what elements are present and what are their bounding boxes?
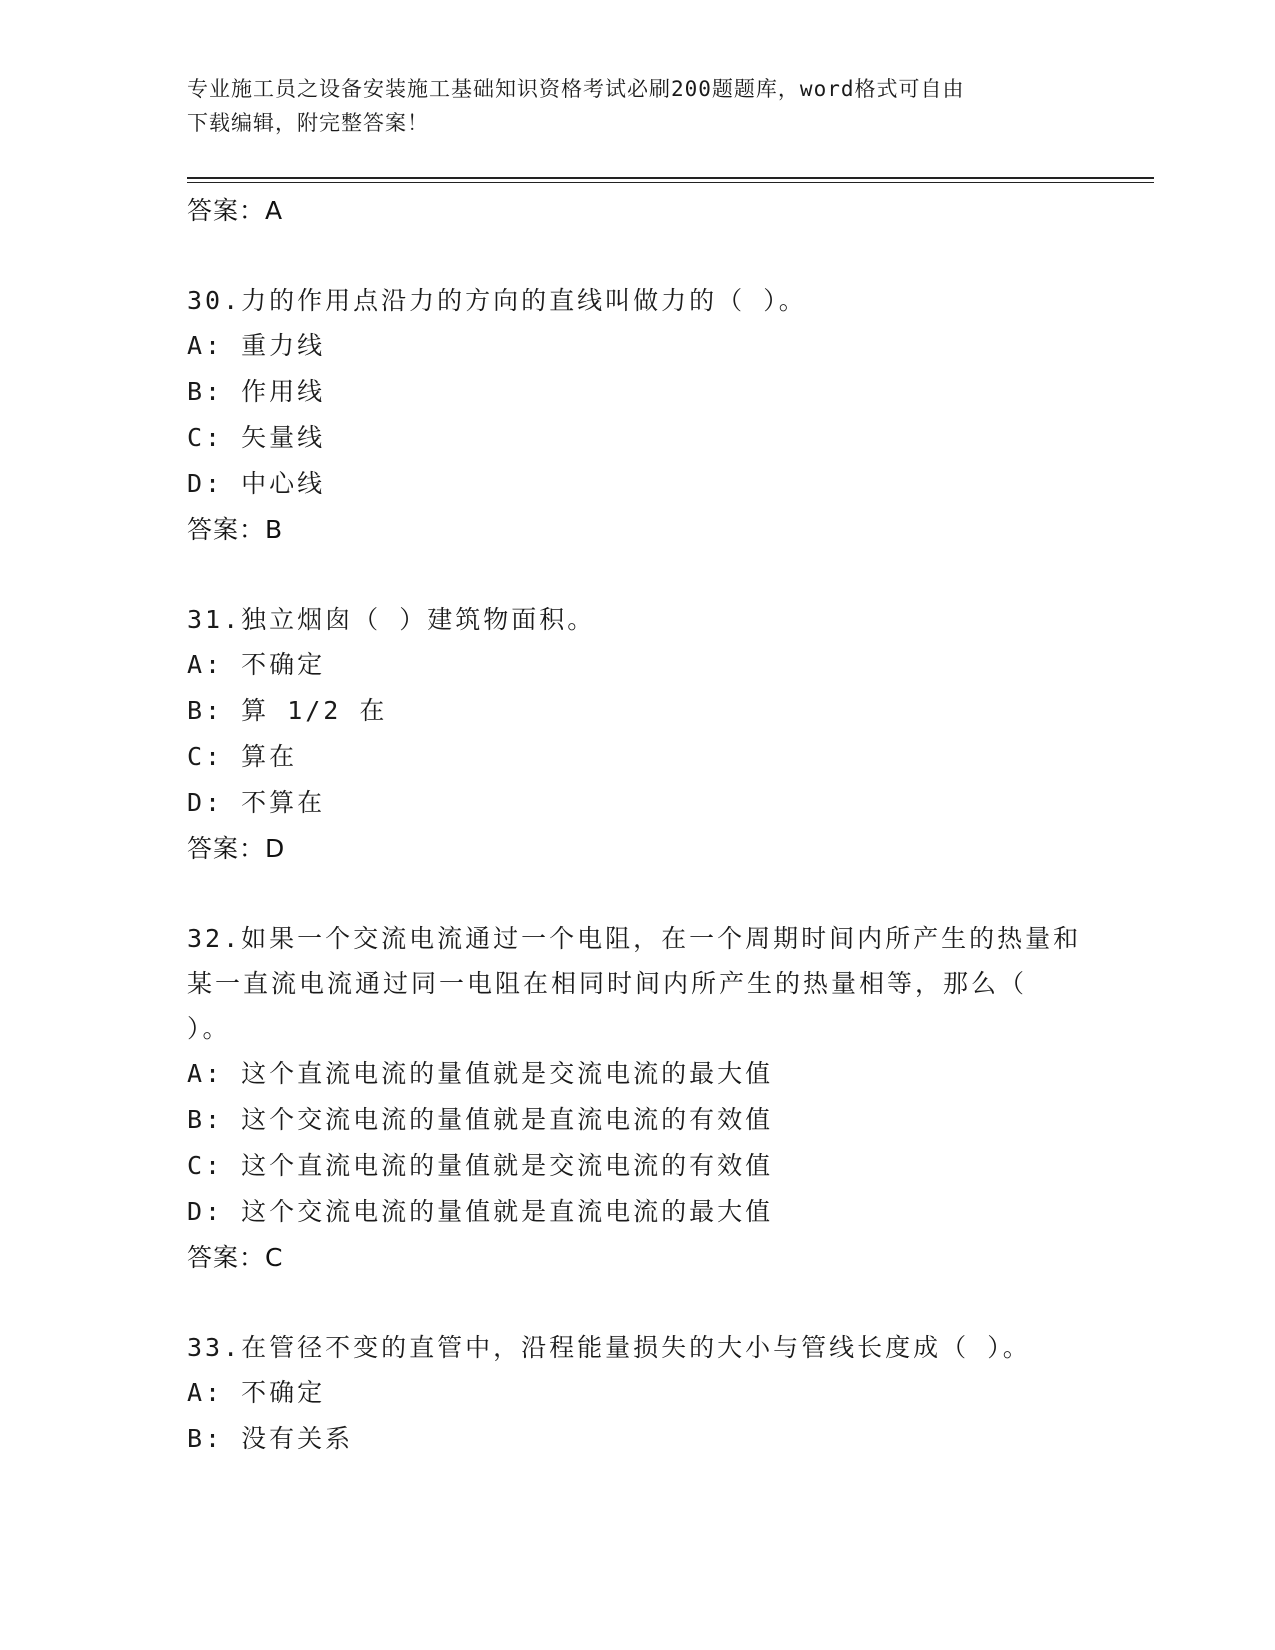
option-d: D: 中心线 [187, 469, 326, 498]
header-title-line2: 下载编辑，附完整答案！ [187, 111, 429, 135]
header-title-line1: 专业施工员之设备安装施工基础知识资格考试必刷200题题库，word格式可自由 [187, 77, 965, 101]
header-divider-thin [187, 182, 1154, 183]
question-list [187, 188, 1087, 1462]
header-divider-thick [187, 177, 1154, 179]
option-c: C: 这个直流电流的量值就是交流电流的有效值 [187, 1151, 774, 1180]
option-a: A: 不确定 [187, 650, 326, 679]
option-a: A: 重力线 [187, 331, 326, 360]
option-b: B: 没有关系 [187, 1424, 354, 1453]
option-d: D: 这个交流电流的量值就是直流电流的最大值 [187, 1197, 774, 1226]
option-b: B: 作用线 [187, 377, 326, 406]
option-d: D: 不算在 [187, 788, 326, 817]
option-a: A: 不确定 [187, 1378, 326, 1407]
option-a: A: 这个直流电流的量值就是交流电流的最大值 [187, 1059, 774, 1088]
question-32 [187, 916, 1087, 1281]
question-30 [187, 278, 1087, 553]
question-text: 31.独立烟囱（ ）建筑物面积。 [187, 605, 596, 634]
answer: 答案：C [187, 1243, 284, 1272]
question-33 [187, 1325, 1087, 1462]
answer: 答案：D [187, 834, 286, 863]
answer: 答案：B [187, 515, 284, 544]
question-31 [187, 597, 1087, 872]
question-text: 30.力的作用点沿力的方向的直线叫做力的（ ）。 [187, 286, 807, 315]
option-c: C: 矢量线 [187, 423, 326, 452]
option-b: B: 这个交流电流的量值就是直流电流的有效值 [187, 1105, 774, 1134]
option-b: B: 算 1/2 在 [187, 696, 388, 725]
question-text: 33.在管径不变的直管中，沿程能量损失的大小与管线长度成（ ）。 [187, 1333, 1031, 1362]
document-header [187, 72, 1087, 140]
option-c: C: 算在 [187, 742, 298, 771]
question-text: 32.如果一个交流电流通过一个电阻，在一个周期时间内所产生的热量和某一直流电流通过同一电阻在相同时间内所产生的热量相等，那么（ ）。 [187, 924, 1082, 1043]
previous-answer: 答案：A [187, 196, 284, 225]
